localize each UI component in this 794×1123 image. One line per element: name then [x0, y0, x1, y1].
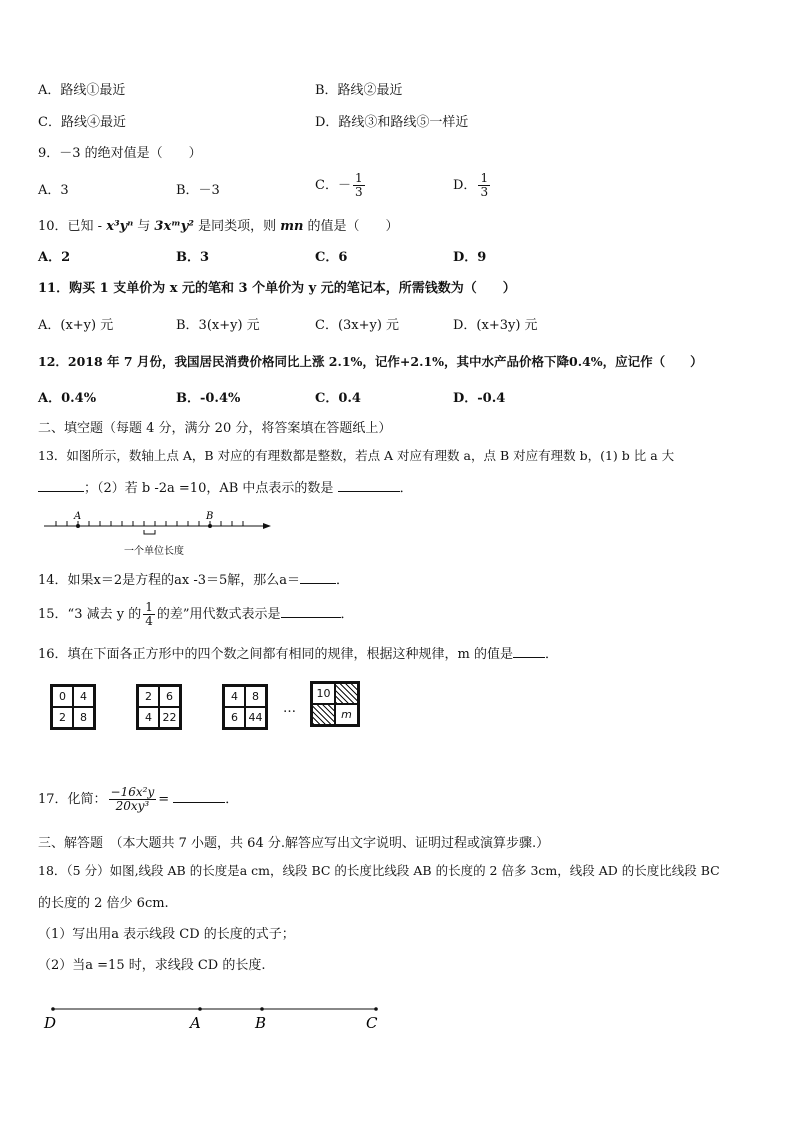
section-2-heading: 二、填空题（每题 4 分，满分 20 分，将答案填在答题纸上）	[38, 421, 392, 436]
q18-sub2: （2）当a =15 时，求线段 CD 的长度.	[38, 958, 266, 973]
q10-option-a: A．2	[38, 250, 71, 265]
q9-option-a: A．3	[38, 183, 69, 198]
unit-length-label: 一个单位长度	[124, 546, 184, 557]
q18-line1: 18．（5 分）如图,线段 AB 的长度是a cm，线段 BC 的长度比线段 AB 的长度的 2 倍多 3cm，线段 AD 的长度比线段 BC	[38, 863, 720, 878]
q12-option-b: B．-0.4%	[176, 391, 241, 406]
squares-ellipsis: …	[283, 701, 296, 716]
q9-stem: 9．－3 的绝对值是（ ）	[38, 146, 202, 161]
q8-option-c: C．路线④最近	[38, 115, 126, 130]
q13-line2: ；（2）若 b -2a =10，AB 中点表示的数是 ．	[38, 479, 413, 498]
square-4: 10 m	[310, 681, 360, 727]
q13-line1: 13．如图所示，数轴上点 A，B 对应的有理数都是整数，若点 A 对应有理数 a，点 B 对应有理数 b，(1) b 比 a 大	[38, 448, 675, 463]
q18-line2: 的长度的 2 倍少 6cm.	[38, 896, 169, 911]
q8-option-b: B．路线②最近	[315, 83, 403, 98]
label-a: A	[74, 511, 82, 522]
q10-option-c: C．6	[315, 250, 348, 265]
square-3: 4 8 6 44	[222, 684, 268, 730]
q10-option-d: D．9	[453, 250, 487, 265]
label-b: B	[255, 1014, 267, 1032]
q16-text: 16．填在下面各正方形中的四个数之间都有相同的规律，根据这种规律，m 的值是 ．	[38, 647, 559, 662]
q10-stem: 10．已知 - x³yⁿ 与 3xᵐy² 是同类项，则 mn 的值是（ ）	[38, 219, 399, 234]
q11-option-a: A．(x+y) 元	[38, 318, 114, 333]
q12-option-c: C．0.4	[315, 391, 361, 406]
q10-option-b: B．3	[176, 250, 210, 265]
label-b: B	[206, 511, 214, 522]
label-a: A	[190, 1014, 201, 1032]
q18-sub1: （1）写出用a 表示线段 CD 的长度的式子；	[38, 927, 295, 942]
shaded-cell	[335, 683, 358, 704]
square-2: 2 6 4 22	[136, 684, 182, 730]
q12-option-d: D．-0.4	[453, 391, 506, 406]
square-1: 0 4 2 8	[50, 684, 96, 730]
q17-text: 17．化简： $\frac{\text{−16x²y}}{\text{20xy³}}$ = ．	[38, 785, 239, 813]
q14-text: 14．如果x＝2是方程的ax -3＝5解，那么a＝ ．	[38, 573, 350, 588]
q15-text: 15．“3 减去 y 的 $\frac{1}{4}$ 的差”用代数式表示是 ．	[38, 600, 354, 628]
q8-option-a: A．路线①最近	[38, 83, 126, 98]
shaded-cell	[312, 704, 335, 725]
q11-stem: 11．购买 1 支单价为 x 元的笔和 3 个单价为 y 元的笔记本，所需钱数为（ ）	[38, 281, 516, 296]
label-d: D	[44, 1014, 57, 1032]
q12-stem: 12．2018 年 7 月份，我国居民消费价格同比上涨 2.1%，记作+2.1%，其中水产品价格下降0.4%，应记作（ ）	[38, 354, 703, 369]
number-line-ticks	[56, 521, 243, 526]
q9-option-c: C．－ $\frac{1}{3}$	[315, 171, 363, 199]
point-b	[208, 524, 212, 528]
unit-bracket	[144, 530, 155, 534]
q12-option-a: A．0.4%	[38, 391, 97, 406]
q11-option-b: B．3(x+y) 元	[176, 318, 260, 333]
segment-figure	[38, 998, 398, 1034]
number-line-figure	[38, 506, 278, 562]
point-a	[76, 524, 80, 528]
section-3-heading: 三、解答题 （本大题共 7 小题，共 64 分.解答应写出文字说明、证明过程或演算步骤.）	[38, 836, 550, 851]
label-c: C	[366, 1014, 378, 1032]
q9-option-d: D． $\frac{1}{3}$	[453, 171, 489, 199]
q11-option-c: C．(3x+y) 元	[315, 318, 400, 333]
q8-option-d: D．路线③和路线⑤一样近	[315, 115, 469, 130]
q9-option-b: B．－3	[176, 183, 220, 198]
q11-option-d: D．(x+3y) 元	[453, 318, 538, 333]
